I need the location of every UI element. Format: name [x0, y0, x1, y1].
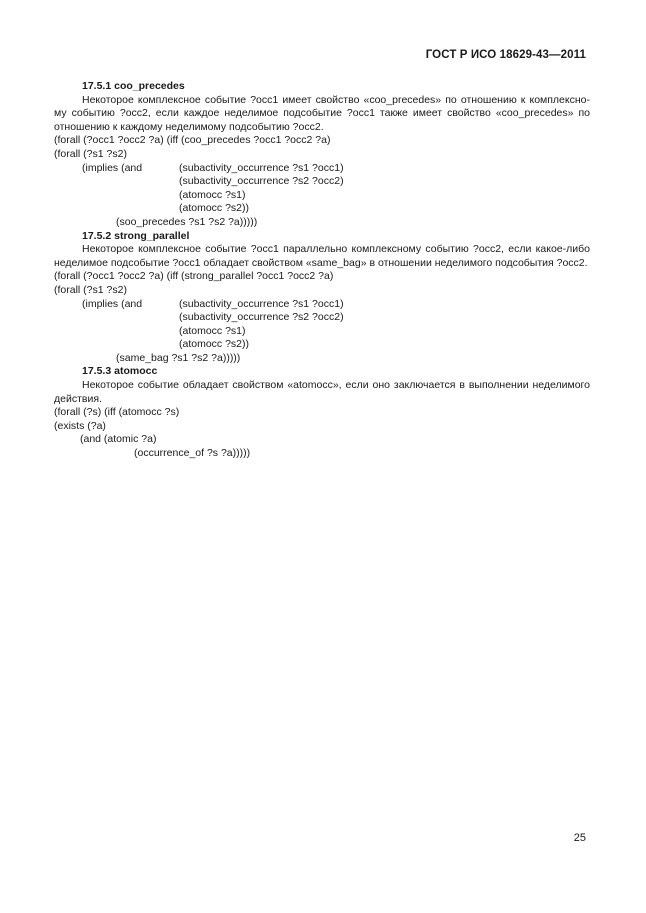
formula-line: (implies (and — [82, 161, 143, 174]
formula-line: (forall (?occ1 ?occ2 ?a) (iff (strong_parallel ?occ1 ?occ2 ?a) — [54, 270, 334, 283]
formula-row — [54, 298, 590, 312]
formula-line: (atomocc ?s1) — [179, 188, 246, 201]
formula-line: (subactivity_occurrence ?s2 ?occ2) — [179, 311, 344, 324]
formula-line: (atomocc ?s2)) — [179, 202, 250, 215]
formula-line: (forall (?s1 ?s2) — [54, 283, 127, 296]
section-paragraph: Некоторое комплексное событие ?occ1 параллельно комплексному событию ?occ2, если какое-либо неделимое подсобытие ?occ1 обладает свойством «same_bag» в отношении неделимого подсобытия ?occ2. — [54, 243, 590, 269]
formula-line: (subactivity_occurrence ?s1 ?occ1) — [179, 161, 344, 174]
formula-line: (and (atomic ?a) — [80, 433, 157, 446]
formula-line: (exists (?a) — [54, 419, 106, 432]
formula-line: (occurrence_of ?s ?a))))) — [134, 447, 251, 460]
section-heading-strong-parallel: 17.5.2 strong_parallel — [82, 229, 190, 242]
formula-line: (forall (?s1 ?s2) — [54, 147, 127, 160]
section-heading-coo-precedes: 17.5.1 coo_precedes — [82, 80, 185, 92]
formula-line: (subactivity_occurrence ?s1 ?occ1) — [179, 297, 344, 310]
section-heading-atomocc: 17.5.3 atomocc — [82, 365, 158, 378]
document-id-header: ГОСТ Р ИСО 18629-43—2011 — [425, 49, 586, 61]
formula-line: (atomocc ?s1) — [179, 324, 246, 337]
formula-line: (subactivity_occurrence ?s2 ?occ2) — [179, 175, 344, 188]
formula-line: (soo_precedes ?s1 ?s2 ?a))))) — [116, 215, 258, 228]
formula-line: (atomocc ?s2)) — [179, 338, 250, 351]
formula-row — [54, 162, 590, 176]
formula-line: (implies (and — [82, 297, 143, 310]
page-content — [54, 80, 590, 461]
formula-line: (forall (?occ1 ?occ2 ?a) (iff (coo_precedes ?occ1 ?occ2 ?a) — [54, 134, 331, 147]
section-paragraph: Некоторое комплексное событие ?occ1 имеет свойство «coo_precedes» по отношению к комплексно-му событию ?occ2, если каждое неделимое подсобытие ?occ1 также имеет свойство «coo_precedes» по отношению к каждому неделимому подсобытию ?occ2. — [54, 93, 590, 133]
section-paragraph: Некоторое событие обладает свойством «atomocc», если оно заключается в выполнении неделимого действия. — [54, 379, 590, 405]
formula-line: (forall (?s) (iff (atomocc ?s) — [54, 406, 180, 419]
formula-line: (same_bag ?s1 ?s2 ?a))))) — [116, 351, 241, 364]
page-number: 25 — [573, 832, 586, 844]
